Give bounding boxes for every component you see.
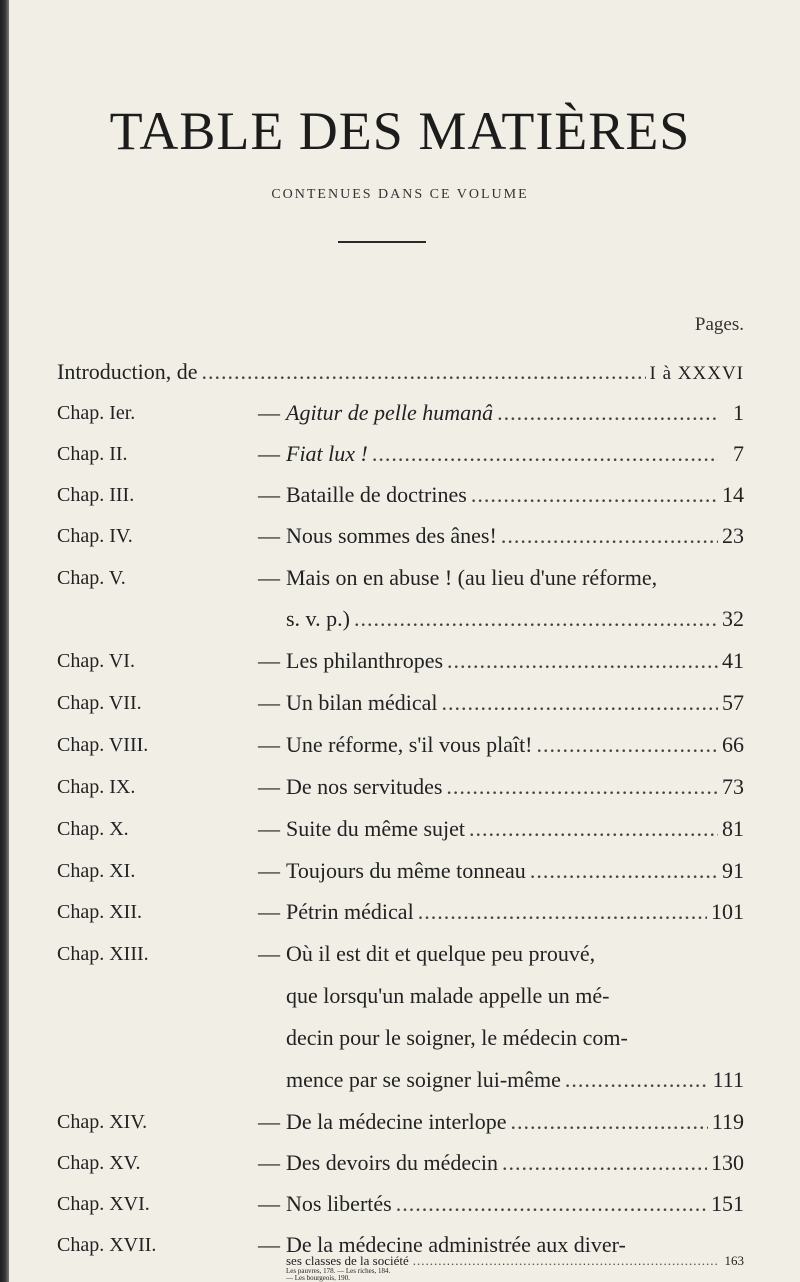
chapter-title: Des devoirs du médecin (286, 1150, 498, 1175)
leader-dots (497, 392, 718, 434)
toc-note-row (0, 1275, 800, 1282)
chapter-title: Où il est dit et quelque peu prouvé, (286, 941, 596, 966)
chapter-page: 111 (712, 1067, 744, 1092)
leader-dots (511, 1101, 708, 1143)
chapter-page: 163 (724, 1253, 744, 1268)
toc-row-continuation (0, 1254, 800, 1268)
chapter-title-continuation: decin pour le soigner, le médecin com- (286, 1025, 628, 1050)
toc-row: Chap. XVI. — Nos libertés ..... 151 (0, 1183, 800, 1225)
chapter-page: 7 (733, 441, 744, 466)
title-divider (338, 241, 426, 243)
chapter-title-continuation: s. v. p.) (286, 606, 350, 631)
chapter-label: Chap. XIV. (57, 1111, 148, 1133)
toc-row-continuation (0, 1017, 800, 1059)
chapter-title: Toujours du même tonneau (286, 858, 526, 883)
leader-dots (418, 891, 707, 933)
toc-row: Chap. IV. — Nous sommes des ânes! ..... 23 (0, 515, 800, 557)
page-title: TABLE DES MATIÈRES (109, 101, 691, 161)
leader-dots (446, 766, 718, 808)
toc-note-row (0, 1268, 800, 1275)
chapter-label: Chap. V. (57, 567, 126, 589)
toc-row: Chap. X. — Suite du même sujet ..... 81 (0, 808, 800, 850)
toc-row: Chap. VI. — Les philanthropes ..... 41 (0, 640, 800, 682)
chapter-label: Chap. IV. (57, 525, 133, 547)
chapter-label: Chap. XVII. (57, 1234, 157, 1256)
toc-row-continuation (0, 1059, 800, 1101)
toc-row: Chap. VIII. — Une réforme, s'il vous plaît! ..... 66 (0, 724, 800, 766)
chapter-page: 57 (722, 690, 744, 715)
chapter-title: Fiat lux ! (286, 441, 368, 466)
chapter-title: Bataille de doctrines (286, 482, 467, 507)
leader-dots (447, 640, 718, 682)
chapter-title: Nous sommes des ânes! (286, 523, 497, 548)
chapter-label: Chap. XI. (57, 860, 136, 882)
leader-dots (530, 850, 718, 892)
chapter-page: 91 (722, 858, 744, 883)
chapter-label: Chap. VIII. (57, 734, 149, 756)
chapter-note: — Les bourgeois, 190. (286, 1274, 350, 1282)
chapter-page: 23 (722, 523, 744, 548)
leader-dots (442, 682, 718, 724)
leader-dots (537, 724, 718, 766)
chapter-page: 14 (722, 482, 744, 507)
chapter-page: 151 (711, 1191, 744, 1216)
chapter-title: Mais on en abuse ! (au lieu d'une réforme, (286, 565, 658, 590)
toc-row-introduction (0, 351, 800, 393)
toc-row: Chap. XIV. — De la médecine interlope ..... 119 (0, 1101, 800, 1143)
toc-row: Chap. VII. — Un bilan médical ..... 57 (0, 682, 800, 724)
leader-dots (565, 1059, 709, 1101)
pages-column-header: Pages. (694, 314, 744, 335)
chapter-label: Chap. XII. (57, 901, 142, 923)
chapter-title: Les philanthropes (286, 648, 444, 673)
toc-row: Chap. III. — Bataille de doctrines ..... 14 (0, 474, 800, 516)
toc-row: Chap. XII. — Pétrin médical ..... 101 (0, 891, 800, 933)
chapter-page: 101 (711, 899, 744, 924)
chapter-page: 66 (722, 732, 744, 757)
chapter-page: 41 (722, 648, 744, 673)
chapter-page: 130 (711, 1150, 744, 1175)
toc-row: Chap. XVII. — De la médecine administrée aux diver- (0, 1224, 800, 1266)
chapter-label: Chap. VII. (57, 692, 142, 714)
page-subtitle: CONTENUES DANS CE VOLUME (271, 187, 529, 202)
chapter-title: Suite du même sujet (286, 816, 466, 841)
toc-row: Chap. XV. — Des devoirs du médecin ..... 130 (0, 1142, 800, 1184)
toc-row: Chap. IX. — De nos servitudes ..... 73 (0, 766, 800, 808)
toc-row: Chap. Ier. — Agitur de pelle humanâ ..... 1 (0, 392, 800, 434)
chapter-title-continuation: mence par se soigner lui-même (286, 1067, 561, 1092)
chapter-title: Pétrin médical (286, 899, 414, 924)
chapter-title: De la médecine administrée aux diver- (286, 1232, 626, 1257)
leader-dots (202, 351, 646, 393)
chapter-label: Chap. II. (57, 443, 128, 465)
leader-dots (471, 474, 718, 516)
chapter-label: Chap. III. (57, 484, 135, 506)
toc-row: Chap. XI. — Toujours du même tonneau ..... 91 (0, 850, 800, 892)
chapter-label: Chap. X. (57, 818, 129, 840)
chapter-note: Les pauvres, 178. — Les riches, 184. (286, 1267, 391, 1275)
leader-dots (501, 515, 718, 557)
chapter-title: De la médecine interlope (286, 1109, 507, 1134)
leader-dots (469, 808, 718, 850)
leader-dots (413, 1254, 718, 1268)
leader-dots (396, 1183, 707, 1225)
leader-dots (372, 433, 718, 475)
chapter-title: Une réforme, s'il vous plaît! (286, 732, 533, 757)
toc-intro-pages: I à XXXVI (649, 363, 744, 384)
chapter-page: 32 (722, 606, 744, 631)
leader-dots (502, 1142, 707, 1184)
chapter-title: Agitur de pelle humanâ (286, 400, 494, 425)
chapter-label: Chap. VI. (57, 650, 135, 672)
chapter-title-continuation: ses classes de la société (286, 1253, 409, 1268)
chapter-page: 1 (733, 400, 744, 425)
chapter-title: Nos libertés (286, 1191, 392, 1216)
chapter-page: 73 (722, 774, 744, 799)
leader-dots (354, 598, 718, 640)
chapter-label: Chap. IX. (57, 776, 136, 798)
chapter-page: 119 (711, 1109, 744, 1134)
toc-row: Chap. XIII. — Où il est dit et quelque peu prouvé, (0, 933, 800, 975)
toc-intro-title: Introduction, de (57, 359, 198, 384)
chapter-page: 81 (722, 816, 744, 841)
chapter-label: Chap. Ier. (57, 402, 136, 424)
toc-row: Chap. II. — Fiat lux ! ..... 7 (0, 433, 800, 475)
chapter-title-continuation: que lorsqu'un malade appelle un mé- (286, 983, 610, 1008)
chapter-label: Chap. XIII. (57, 943, 149, 965)
toc-row: Chap. V. — Mais on en abuse ! (au lieu d'une réforme, (0, 557, 800, 599)
chapter-title: Un bilan médical (286, 690, 438, 715)
chapter-title: De nos servitudes (286, 774, 443, 799)
toc-row-continuation (0, 598, 800, 640)
chapter-label: Chap. XVI. (57, 1193, 150, 1215)
chapter-label: Chap. XV. (57, 1152, 141, 1174)
toc-row-continuation (0, 975, 800, 1017)
